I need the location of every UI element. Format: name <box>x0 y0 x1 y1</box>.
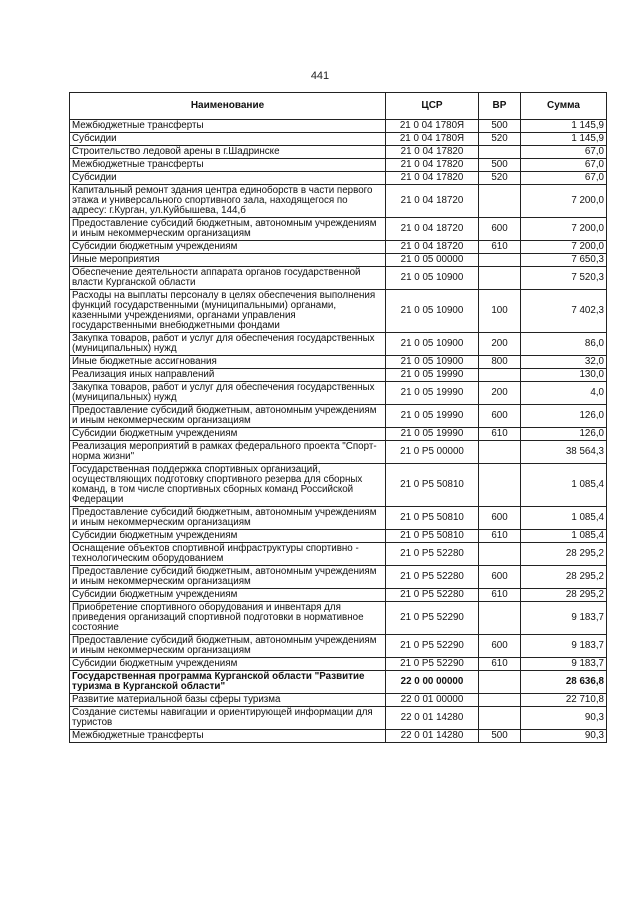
cell-name: Строительство ледовой арены в г.Шадринске <box>70 146 386 159</box>
cell-csr: 21 0 P5 50810 <box>386 464 479 507</box>
cell-sum: 90,3 <box>521 730 607 743</box>
cell-sum: 1 145,9 <box>521 120 607 133</box>
budget-table <box>69 92 607 743</box>
cell-vr: 800 <box>479 356 521 369</box>
table-row <box>70 218 607 241</box>
table-row <box>70 159 607 172</box>
cell-name: Субсидии <box>70 133 386 146</box>
cell-sum: 9 183,7 <box>521 635 607 658</box>
cell-name: Предоставление субсидий бюджетным, автономным учреждениям и иным некоммерческим организациям <box>70 566 386 589</box>
cell-sum: 28 295,2 <box>521 543 607 566</box>
header-name: Наименование <box>70 93 386 120</box>
table-row <box>70 694 607 707</box>
cell-sum: 126,0 <box>521 405 607 428</box>
cell-name: Реализация мероприятий в рамках федерального проекта "Спорт-норма жизни" <box>70 441 386 464</box>
cell-sum: 9 183,7 <box>521 602 607 635</box>
table-row <box>70 589 607 602</box>
table-row <box>70 507 607 530</box>
cell-name: Государственная поддержка спортивных организаций, осуществляющих подготовку спортивного резерва для сборных команд, в том числе спортивных сборных команд Российской Федерации <box>70 464 386 507</box>
cell-csr: 21 0 P5 00000 <box>386 441 479 464</box>
cell-vr: 600 <box>479 635 521 658</box>
cell-csr: 21 0 05 10900 <box>386 333 479 356</box>
cell-name: Межбюджетные трансферты <box>70 159 386 172</box>
cell-name: Предоставление субсидий бюджетным, автономным учреждениям и иным некоммерческим организациям <box>70 405 386 428</box>
cell-sum: 7 402,3 <box>521 290 607 333</box>
cell-vr <box>479 441 521 464</box>
cell-csr: 21 0 04 18720 <box>386 241 479 254</box>
cell-vr: 100 <box>479 290 521 333</box>
cell-csr: 21 0 05 10900 <box>386 267 479 290</box>
cell-sum: 7 200,0 <box>521 218 607 241</box>
cell-sum: 38 564,3 <box>521 441 607 464</box>
cell-csr: 21 0 P5 52280 <box>386 566 479 589</box>
cell-vr: 600 <box>479 218 521 241</box>
table-row <box>70 133 607 146</box>
cell-vr <box>479 267 521 290</box>
cell-vr: 610 <box>479 658 521 671</box>
cell-csr: 21 0 04 18720 <box>386 218 479 241</box>
cell-sum: 130,0 <box>521 369 607 382</box>
cell-sum: 32,0 <box>521 356 607 369</box>
cell-name: Предоставление субсидий бюджетным, автономным учреждениям и иным некоммерческим организациям <box>70 218 386 241</box>
table-row <box>70 185 607 218</box>
cell-name: Закупка товаров, работ и услуг для обеспечения государственных (муниципальных) нужд <box>70 382 386 405</box>
table-row <box>70 267 607 290</box>
cell-vr: 520 <box>479 172 521 185</box>
cell-sum: 28 295,2 <box>521 589 607 602</box>
cell-sum: 67,0 <box>521 172 607 185</box>
cell-csr: 22 0 01 14280 <box>386 730 479 743</box>
cell-vr: 600 <box>479 566 521 589</box>
cell-csr: 21 0 P5 52290 <box>386 658 479 671</box>
table-row <box>70 369 607 382</box>
cell-name: Иные бюджетные ассигнования <box>70 356 386 369</box>
cell-name: Создание системы навигации и ориентирующей информации для туристов <box>70 707 386 730</box>
cell-vr: 600 <box>479 405 521 428</box>
cell-sum: 1 085,4 <box>521 464 607 507</box>
page-number: 441 <box>310 70 330 82</box>
cell-sum: 7 200,0 <box>521 241 607 254</box>
cell-csr: 21 0 04 17820 <box>386 146 479 159</box>
table-row <box>70 441 607 464</box>
table-header-row <box>70 93 607 120</box>
table-row <box>70 254 607 267</box>
cell-csr: 22 0 01 14280 <box>386 707 479 730</box>
cell-vr: 610 <box>479 428 521 441</box>
cell-name: Субсидии <box>70 172 386 185</box>
cell-sum: 7 520,3 <box>521 267 607 290</box>
cell-name: Реализация иных направлений <box>70 369 386 382</box>
cell-csr: 21 0 04 18720 <box>386 185 479 218</box>
cell-name: Капитальный ремонт здания центра единоборств в части первого этажа и универсального спортивного зала, находящегося по адресу: г.Курган, ул.Куйбышева, 144,б <box>70 185 386 218</box>
cell-csr: 21 0 04 1780Я <box>386 120 479 133</box>
cell-sum: 67,0 <box>521 159 607 172</box>
cell-name: Предоставление субсидий бюджетным, автономным учреждениям и иным некоммерческим организациям <box>70 507 386 530</box>
cell-sum: 4,0 <box>521 382 607 405</box>
cell-csr: 21 0 05 19990 <box>386 369 479 382</box>
cell-csr: 22 0 01 00000 <box>386 694 479 707</box>
cell-name: Межбюджетные трансферты <box>70 730 386 743</box>
cell-sum: 22 710,8 <box>521 694 607 707</box>
cell-vr <box>479 602 521 635</box>
table-row <box>70 530 607 543</box>
cell-sum: 1 145,9 <box>521 133 607 146</box>
cell-vr <box>479 707 521 730</box>
table-row <box>70 382 607 405</box>
cell-vr <box>479 671 521 694</box>
cell-vr: 610 <box>479 241 521 254</box>
cell-sum: 1 085,4 <box>521 507 607 530</box>
table-row <box>70 602 607 635</box>
table-row <box>70 120 607 133</box>
cell-csr: 21 0 P5 50810 <box>386 507 479 530</box>
table-row <box>70 707 607 730</box>
cell-name: Межбюджетные трансферты <box>70 120 386 133</box>
cell-name: Обеспечение деятельности аппарата органов государственной власти Курганской области <box>70 267 386 290</box>
cell-csr: 21 0 P5 52280 <box>386 543 479 566</box>
table-row <box>70 543 607 566</box>
cell-csr: 21 0 05 19990 <box>386 428 479 441</box>
table-body <box>70 120 607 743</box>
cell-vr: 610 <box>479 530 521 543</box>
cell-name: Субсидии бюджетным учреждениям <box>70 658 386 671</box>
cell-csr: 21 0 05 19990 <box>386 382 479 405</box>
header-sum: Сумма <box>521 93 607 120</box>
cell-vr: 500 <box>479 159 521 172</box>
cell-sum: 126,0 <box>521 428 607 441</box>
cell-sum: 90,3 <box>521 707 607 730</box>
cell-csr: 21 0 P5 52290 <box>386 635 479 658</box>
cell-sum: 7 650,3 <box>521 254 607 267</box>
cell-csr: 21 0 04 17820 <box>386 172 479 185</box>
cell-name: Закупка товаров, работ и услуг для обеспечения государственных (муниципальных) нужд <box>70 333 386 356</box>
table-row <box>70 333 607 356</box>
cell-vr <box>479 369 521 382</box>
cell-csr: 21 0 05 00000 <box>386 254 479 267</box>
cell-name: Приобретение спортивного оборудования и инвентаря для приведения организаций спортивной подготовки в нормативное состояние <box>70 602 386 635</box>
cell-name: Субсидии бюджетным учреждениям <box>70 530 386 543</box>
cell-csr: 21 0 P5 50810 <box>386 530 479 543</box>
cell-csr: 21 0 P5 52280 <box>386 589 479 602</box>
table-row <box>70 290 607 333</box>
cell-vr: 500 <box>479 120 521 133</box>
table-row <box>70 730 607 743</box>
cell-sum: 28 295,2 <box>521 566 607 589</box>
table-row <box>70 146 607 159</box>
cell-name: Предоставление субсидий бюджетным, автономным учреждениям и иным некоммерческим организациям <box>70 635 386 658</box>
table-row <box>70 635 607 658</box>
cell-sum: 28 636,8 <box>521 671 607 694</box>
cell-csr: 21 0 05 19990 <box>386 405 479 428</box>
table-row <box>70 172 607 185</box>
cell-vr <box>479 694 521 707</box>
header-csr: ЦСР <box>386 93 479 120</box>
header-vr: ВР <box>479 93 521 120</box>
cell-vr: 610 <box>479 589 521 602</box>
cell-vr: 200 <box>479 382 521 405</box>
cell-vr <box>479 185 521 218</box>
cell-name: Иные мероприятия <box>70 254 386 267</box>
table-row <box>70 464 607 507</box>
cell-vr <box>479 146 521 159</box>
cell-csr: 21 0 04 1780Я <box>386 133 479 146</box>
table-row <box>70 356 607 369</box>
cell-csr: 21 0 05 10900 <box>386 356 479 369</box>
cell-name: Оснащение объектов спортивной инфраструктуры спортивно - технологическим оборудованием <box>70 543 386 566</box>
cell-name: Государственная программа Курганской области "Развитие туризма в Курганской области" <box>70 671 386 694</box>
cell-vr: 520 <box>479 133 521 146</box>
cell-name: Субсидии бюджетным учреждениям <box>70 241 386 254</box>
cell-csr: 21 0 04 17820 <box>386 159 479 172</box>
cell-name: Субсидии бюджетным учреждениям <box>70 589 386 602</box>
cell-vr <box>479 464 521 507</box>
cell-name: Субсидии бюджетным учреждениям <box>70 428 386 441</box>
table-row <box>70 671 607 694</box>
table-row <box>70 241 607 254</box>
cell-sum: 67,0 <box>521 146 607 159</box>
cell-csr: 21 0 05 10900 <box>386 290 479 333</box>
cell-sum: 1 085,4 <box>521 530 607 543</box>
cell-sum: 86,0 <box>521 333 607 356</box>
cell-name: Расходы на выплаты персоналу в целях обеспечения выполнения функций государственными (муниципальными) органами, казенными учреждениями, органами управления государственными внебюджетными фондами <box>70 290 386 333</box>
cell-vr: 600 <box>479 507 521 530</box>
cell-sum: 7 200,0 <box>521 185 607 218</box>
table-row <box>70 658 607 671</box>
table-row <box>70 405 607 428</box>
table-row <box>70 428 607 441</box>
cell-vr <box>479 254 521 267</box>
cell-sum: 9 183,7 <box>521 658 607 671</box>
cell-csr: 21 0 P5 52290 <box>386 602 479 635</box>
table-row <box>70 566 607 589</box>
cell-name: Развитие материальной базы сферы туризма <box>70 694 386 707</box>
cell-vr: 200 <box>479 333 521 356</box>
cell-csr: 22 0 00 00000 <box>386 671 479 694</box>
cell-vr <box>479 543 521 566</box>
cell-vr: 500 <box>479 730 521 743</box>
